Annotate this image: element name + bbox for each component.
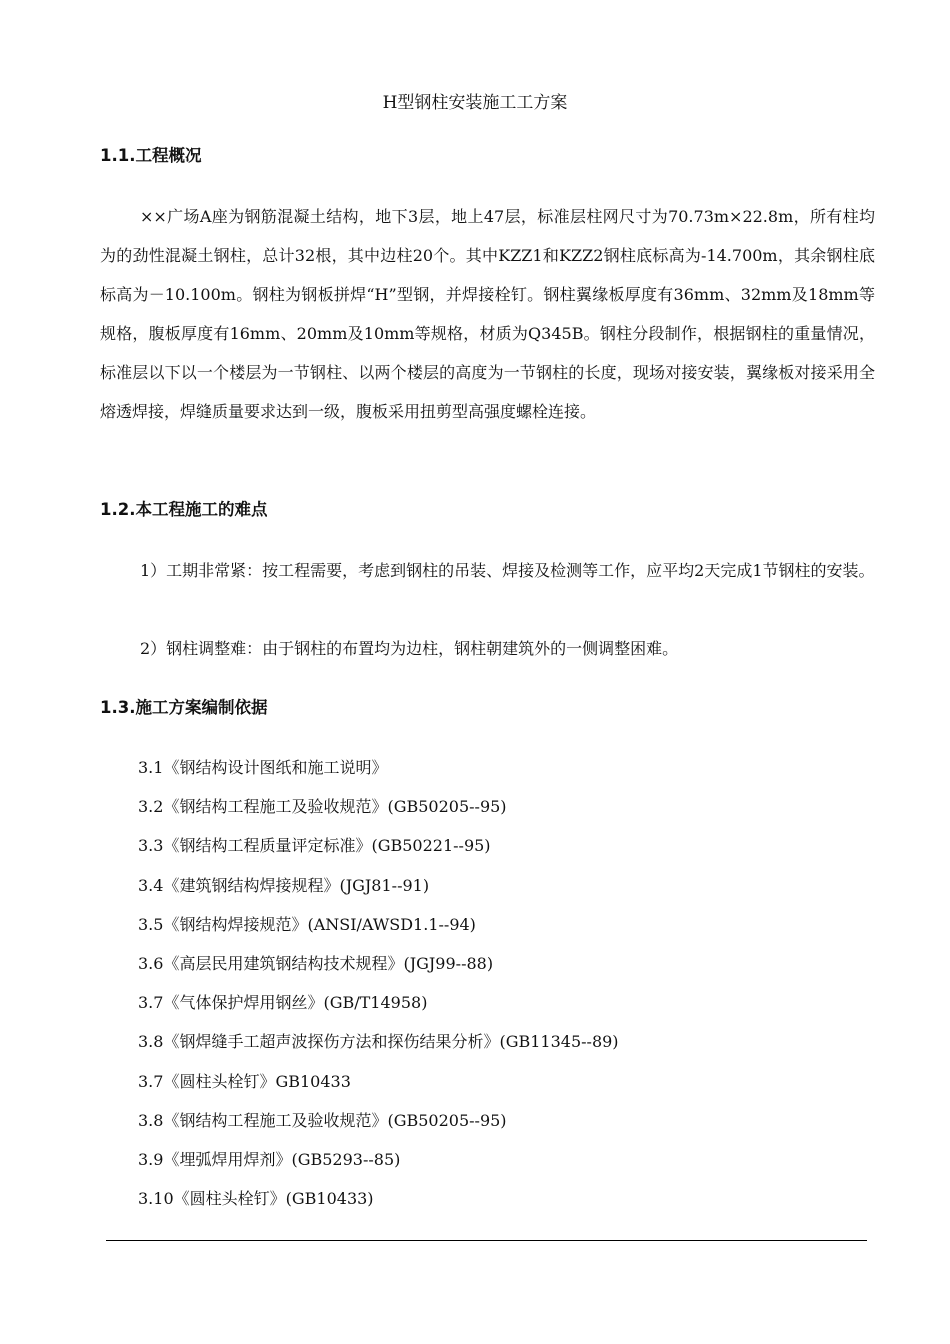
reference-item: 3.8《钢结构工程施工及验收规范》(GB50205--95): [138, 1110, 507, 1130]
reference-item: 3.7《圆柱头栓钉》GB10433: [138, 1071, 351, 1091]
reference-item: 3.10《圆柱头栓钉》(GB10433): [138, 1189, 374, 1209]
reference-item: 3.7《气体保护焊用钢丝》(GB/T14958): [138, 993, 428, 1013]
reference-item: 3.2《钢结构工程施工及验收规范》(GB50205--95): [138, 797, 507, 817]
reference-item: 3.1《钢结构设计图纸和施工说明》: [138, 758, 388, 777]
document-title: H型钢柱安装施工工方案: [382, 93, 568, 113]
reference-list: [138, 748, 619, 1218]
reference-item: 3.5《钢结构焊接规范》(ANSI/AWSD1.1--94): [138, 914, 476, 934]
reference-item: 3.9《埋弧焊用焊剂》(GB5293--85): [138, 1150, 401, 1170]
difficulty-item-schedule: 1）工期非常紧：按工程需要，考虑到钢柱的吊装、焊接及检测等工作，应平均2天完成1节钢柱的安装。: [140, 561, 875, 580]
overview-paragraph: ××广场A座为钢筋混凝土结构，地下3层，地上47层，标准层柱网尺寸为70.73m×22.8m，所有柱均为的劲性混凝土钢柱，总计32根，其中边柱20个。其中KZZ1和KZZ2钢柱底标高为-14.700m，其余钢柱底标高为－10.100m。钢柱为钢板拼焊“H”型钢，并焊接栓钉。钢柱翼缘板厚度有36mm、32mm及18mm等规格，腹板厚度有16mm、20mm及10mm等规格，材质为Q345B。钢柱分段制作，根据钢柱的重量情况，标准层以下以一个楼层为一节钢柱、以两个楼层的高度为一节钢柱的长度，现场对接安装，翼缘板对接采用全熔透焊接，焊缝质量要求达到一级，腹板采用扭剪型高强度螺栓连接。: [100, 207, 875, 421]
reference-item: 3.8《钢焊缝手工超声波探伤方法和探伤结果分析》(GB11345--89): [138, 1032, 619, 1052]
footer-divider: [106, 1240, 867, 1241]
section-heading-basis: 1.3.施工方案编制依据: [100, 698, 268, 717]
reference-item: 3.4《建筑钢结构焊接规程》(JGJ81--91): [138, 875, 430, 895]
difficulty-item-adjustment: 2）钢柱调整难：由于钢柱的布置均为边柱，钢柱朝建筑外的一侧调整困难。: [140, 639, 679, 658]
section-heading-overview: 1.1.工程概况: [100, 146, 202, 165]
reference-item: 3.3《钢结构工程质量评定标准》(GB50221--95): [138, 836, 491, 856]
reference-item: 3.6《高层民用建筑钢结构技术规程》(JGJ99--88): [138, 954, 494, 974]
section-heading-difficulties: 1.2.本工程施工的难点: [100, 500, 268, 519]
